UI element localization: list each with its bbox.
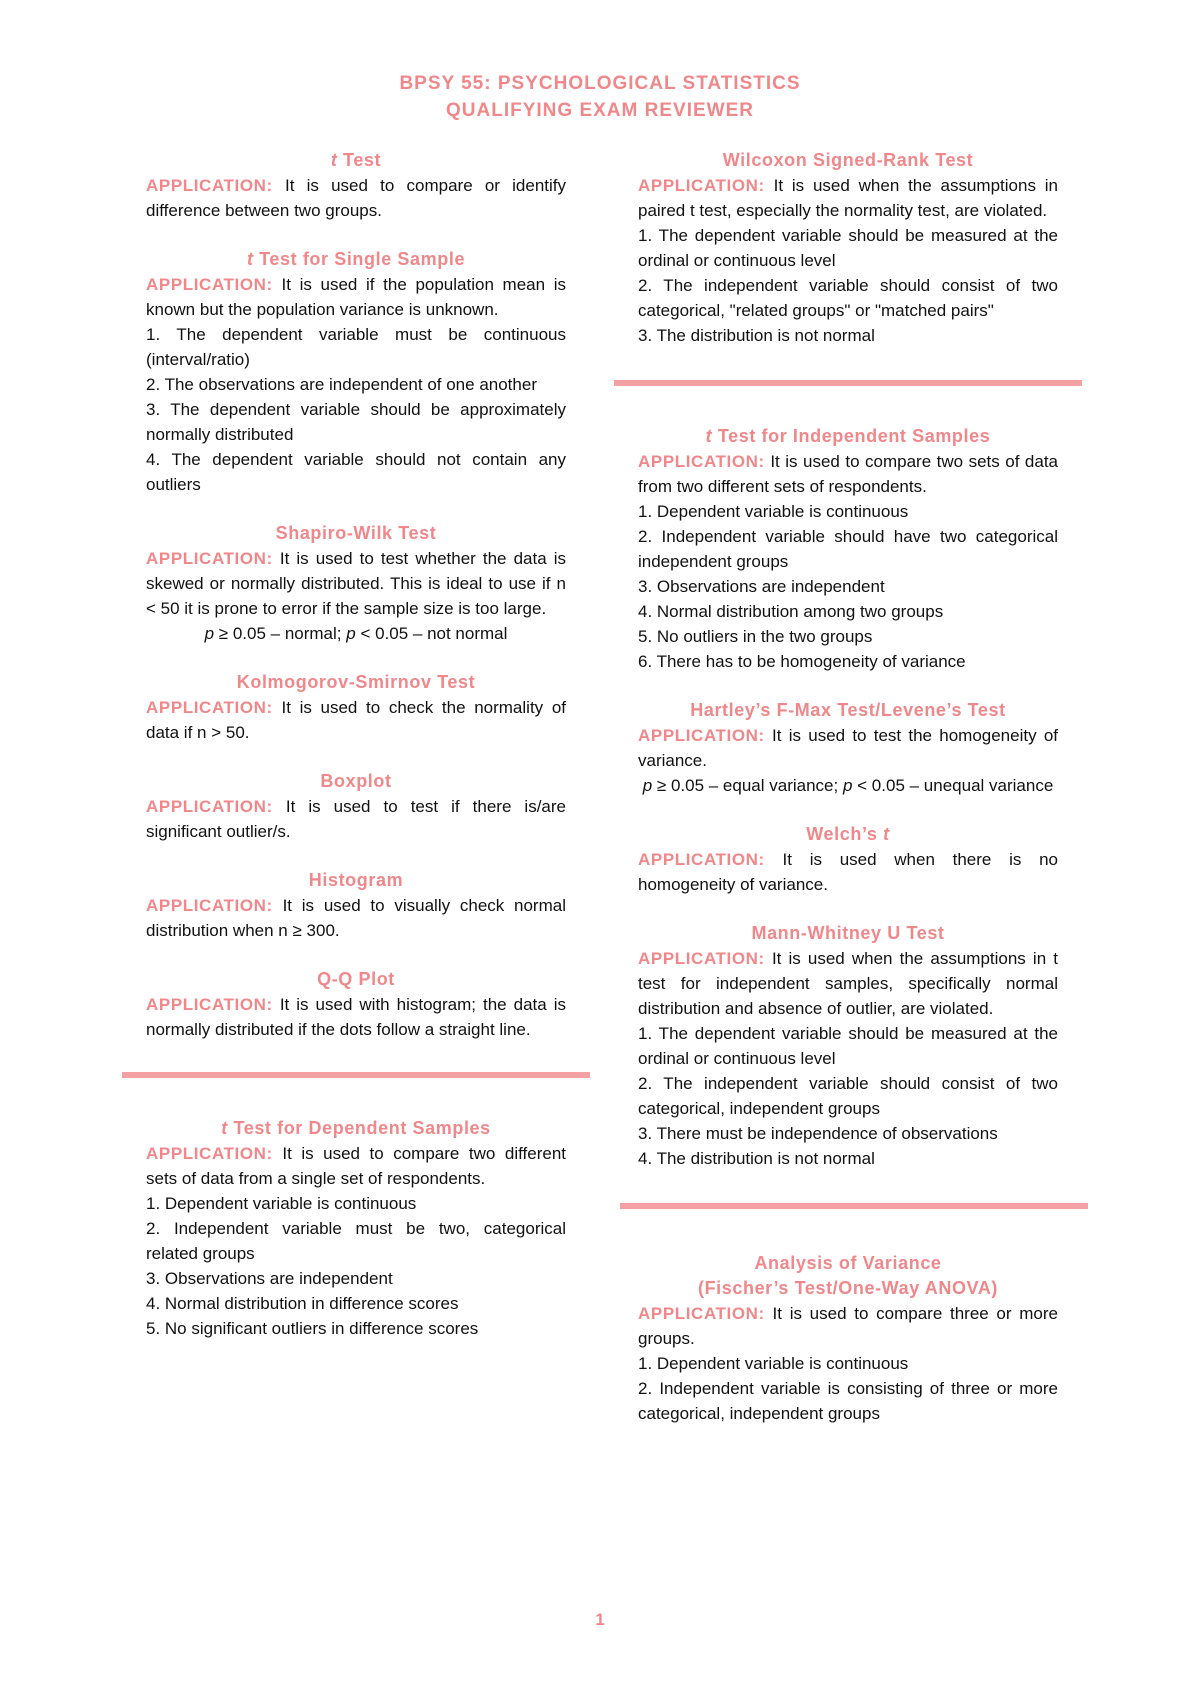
list-item: 2. Independent variable must be two, categorical related groups: [146, 1219, 566, 1263]
application-label: APPLICATION:: [146, 797, 273, 816]
application-body: It is used to check the normality of data if n > 50.: [146, 698, 566, 742]
list-item: 1. Dependent variable is continuous: [638, 502, 909, 521]
application-text: [146, 173, 566, 223]
application-text: [638, 173, 1058, 223]
section-qq-plot: [146, 967, 566, 1042]
application-text: [638, 449, 1058, 499]
section-kolmogorov-smirnov: [146, 670, 566, 745]
application-label: APPLICATION:: [638, 176, 765, 195]
application-text: [638, 723, 1058, 773]
list-item: 5. No significant outliers in difference scores: [146, 1319, 479, 1338]
section-title: Shapiro-Wilk Test: [275, 523, 437, 543]
italic-t: t: [883, 824, 890, 844]
list-item: 5. No outliers in the two groups: [638, 627, 873, 646]
left-column: [146, 148, 566, 1365]
section-single-sample: [146, 247, 566, 497]
list-item: 1. Dependent variable is continuous: [638, 1354, 909, 1373]
application-body: It is used to visually check normal distribution when n ≥ 300.: [146, 896, 566, 940]
application-text: [146, 546, 566, 621]
application-body: It is used when the assumptions in paired t test, especially the normality test, are violated.: [638, 176, 1058, 220]
section-title: [146, 148, 566, 173]
header-course-title: BPSY 55: PSYCHOLOGICAL STATISTICS: [399, 73, 801, 94]
section-title: [146, 1116, 566, 1141]
application-label: APPLICATION:: [638, 949, 765, 968]
decision-rule: [146, 621, 566, 646]
section-subtitle: (Fischer’s Test/One-Way ANOVA): [697, 1278, 999, 1298]
application-body: It is used if the population mean is known but the population variance is unknown.: [146, 275, 566, 319]
list-item: 1. Dependent variable is continuous: [146, 1194, 417, 1213]
section-title: [146, 247, 566, 272]
list-item: 1. The dependent variable must be continuous (interval/ratio): [146, 325, 566, 369]
section-histogram: [146, 868, 566, 943]
rule-text: ≥ 0.05 – normal;: [214, 624, 347, 643]
section-title: Analysis of Variance: [754, 1253, 942, 1273]
application-text: [146, 695, 566, 745]
p-symbol: p: [204, 624, 215, 643]
application-text: [146, 1141, 566, 1191]
list-item: 2. The independent variable should consist of two categorical, "related groups" or "matched pairs": [638, 276, 1058, 320]
section-title: Histogram: [308, 870, 404, 890]
list-item: 2. Independent variable should have two categorical independent groups: [638, 527, 1058, 571]
italic-t: t: [246, 249, 254, 269]
application-body: It is used when there is no homogeneity of variance.: [638, 850, 1058, 894]
application-label: APPLICATION:: [146, 698, 273, 717]
list-item: 4. The distribution is not normal: [638, 1149, 875, 1168]
list-item: 4. Normal distribution among two groups: [638, 602, 944, 621]
section-mann-whitney: [638, 921, 1058, 1171]
list-item: 2. Independent variable is consisting of three or more categorical, independent groups: [638, 1379, 1058, 1423]
list-item: 3. The distribution is not normal: [638, 326, 875, 345]
application-body: It is used to test if there is/are significant outlier/s.: [146, 797, 566, 841]
application-body: It is used to compare two sets of data from two different sets of respondents.: [638, 452, 1058, 496]
application-label: APPLICATION:: [146, 1144, 273, 1163]
application-body: It is used to test the homogeneity of variance.: [638, 726, 1058, 770]
application-text: [146, 272, 566, 322]
section-title: [638, 822, 1058, 847]
list-item: 3. Observations are independent: [146, 1269, 393, 1288]
application-text: [638, 1301, 1058, 1351]
application-body: It is used to compare three or more groups.: [638, 1304, 1058, 1348]
application-label: APPLICATION:: [146, 176, 273, 195]
list-item: 6. There has to be homogeneity of variance: [638, 652, 966, 671]
list-item: 4. Normal distribution in difference scores: [146, 1294, 459, 1313]
list-item: 1. The dependent variable should be measured at the ordinal or continuous level: [638, 1024, 1058, 1068]
section-divider: [620, 1203, 1088, 1209]
list-item: 2. The independent variable should consist of two categorical, independent groups: [638, 1074, 1058, 1118]
application-body: It is used to compare or identify difference between two groups.: [146, 176, 566, 220]
decision-rule: [638, 773, 1058, 798]
section-title: Wilcoxon Signed-Rank Test: [722, 150, 974, 170]
rule-text: < 0.05 – not normal: [355, 624, 508, 643]
application-label: APPLICATION:: [146, 896, 273, 915]
section-anova: [638, 1251, 1058, 1426]
application-text: [638, 847, 1058, 897]
p-symbol: p: [642, 776, 653, 795]
page-header: [0, 70, 1200, 124]
application-body: It is used with histogram; the data is normally distributed if the dots follow a straight line.: [146, 995, 566, 1039]
application-text: [146, 794, 566, 844]
section-title: Mann-Whitney U Test: [751, 923, 945, 943]
application-label: APPLICATION:: [638, 452, 765, 471]
section-wilcoxon: [638, 148, 1058, 348]
list-item: 4. The dependent variable should not contain any outliers: [146, 450, 566, 494]
list-item: 3. The dependent variable should be approximately normally distributed: [146, 400, 566, 444]
header-subtitle: QUALIFYING EXAM REVIEWER: [446, 100, 754, 121]
page-number: 1: [595, 1610, 605, 1629]
section-shapiro-wilk: [146, 521, 566, 646]
application-body: It is used to test whether the data is skewed or normally distributed. This is ideal to use if n < 50 it is prone to error if the sample size is too large.: [146, 549, 566, 618]
application-text: [146, 893, 566, 943]
title-text: Welch’s: [806, 824, 884, 844]
application-text: [638, 946, 1058, 1021]
section-title: Boxplot: [320, 771, 392, 791]
application-label: APPLICATION:: [638, 850, 765, 869]
section-title: Kolmogorov-Smirnov Test: [236, 672, 476, 692]
section-welch: [638, 822, 1058, 897]
title-text: Test for Independent Samples: [712, 426, 991, 446]
section-title: Hartley’s F-Max Test/Levene’s Test: [690, 700, 1006, 720]
application-body: It is used to compare two different sets of data from a single set of respondents.: [146, 1144, 566, 1188]
application-body: It is used when the assumptions in t test for independent samples, specifically normal distribution and absence of outlier, are violated.: [638, 949, 1058, 1018]
application-label: APPLICATION:: [146, 995, 273, 1014]
rule-text: ≥ 0.05 – equal variance;: [652, 776, 843, 795]
section-boxplot: [146, 769, 566, 844]
italic-t: t: [221, 1118, 228, 1138]
application-text: [146, 992, 566, 1042]
list-item: 1. The dependent variable should be measured at the ordinal or continuous level: [638, 226, 1058, 270]
section-hartley-levene: [638, 698, 1058, 798]
p-symbol: p: [346, 624, 356, 643]
list-item: 3. There must be independence of observations: [638, 1124, 998, 1143]
title-text: Test: [337, 150, 382, 170]
title-text: Test for Dependent Samples: [227, 1118, 491, 1138]
application-label: APPLICATION:: [146, 549, 273, 568]
application-label: APPLICATION:: [146, 275, 273, 294]
italic-t: t: [330, 150, 338, 170]
section-dependent-samples: [146, 1116, 566, 1341]
section-divider: [614, 380, 1082, 386]
application-label: APPLICATION:: [638, 1304, 765, 1323]
p-symbol: p: [842, 776, 853, 795]
list-item: 2. The observations are independent of one another: [146, 375, 537, 394]
right-column: [638, 148, 1058, 1450]
list-item: 3. Observations are independent: [638, 577, 885, 596]
section-t-test: [146, 148, 566, 223]
section-title: Q-Q Plot: [317, 969, 395, 989]
section-divider: [122, 1072, 590, 1078]
italic-t: t: [705, 426, 713, 446]
rule-text: < 0.05 – unequal variance: [852, 776, 1054, 795]
section-independent-samples: [638, 424, 1058, 674]
title-text: Test for Single Sample: [253, 249, 466, 269]
application-label: APPLICATION:: [638, 726, 765, 745]
section-title: [638, 424, 1058, 449]
